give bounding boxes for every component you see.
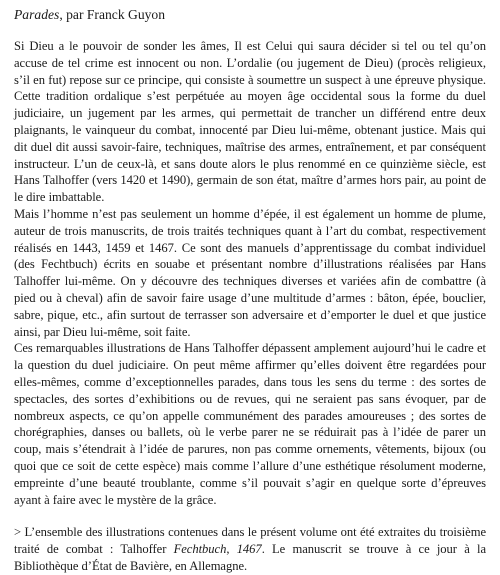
source-note-text-1: > L’ensemble des illustrations contenues dans le présent volume ont été extraites du troisième traité de combat : Talhoffer — [14, 525, 486, 557]
source-note-year: 1467 — [236, 542, 262, 557]
paragraph-illustrations: Ces remarquables illustrations de Hans Talhoffer dépassent amplement aujourd’hui le cadre et la question du duel judiciaire. On peut même affirmer qu’elles doivent être regardées pour elles-mêmes, comme d’exceptionnelles parades, dans tous les sens du terme : des sortes de spectacles, des sortes d’exhibitions ou de revues, qui ne seraient pas sans évoquer, par de nombreux aspects, ce qu’on appelle communément des parades amoureuses ; des sortes de chorégraphies, danses ou ballets, où le verbe parer ne se réduirait pas à l’idée de parer un coup, mais s’étendrait à l’idée de parures, non pas comme ornements, vêtements, bijoux (ou quoi que ce soit de cette espèce) mais comme l’allure d’une esthétique résolument moderne, empreinte d’une beauté troublante, comme s’il pouvait s’agir en quelque sorte d’épreuves ayant à faire avec le mystère de la grâce. — [14, 341, 486, 507]
paragraph-ordalie: Si Dieu a le pouvoir de sonder les âmes, Il est Celui qui saura décider si tel ou tel qu’on accuse de tel crime est innocent ou non. L’ordalie (ou jugement de Dieu) (procès religieux, s’il en fut) repose sur ce principe, qui consiste à soumettre un suspect à une épreuve physique. Cette tradition ordalique s’est perpétuée au moyen âge occidental sous la forme du duel judiciaire, un jugement par les armes, qui permettait de trancher un différend entre deux plaignants, le vainqueur du combat, innocenté par Dieu lui-même, obtenant justice. Mais qui dit duel dit aussi savoir-faire, techniques, maîtrise des armes, entraînement, et par conséquent instructeur. L’un de ceux-là, et sans doute alors le plus renommé en ce quinzième siècle, est Hans Talhoffer (vers 1420 et 1490), germain de son état, maître d’armes hors pair, au point de le dire imbattable. — [14, 39, 486, 205]
document-byline: , par Franck Guyon — [59, 7, 166, 22]
document-header — [14, 6, 486, 24]
source-note-text-3: . Le manuscrit se trouve à ce jour à la Bibliothèque d’État de Bavière, en Allemagne. — [14, 542, 486, 573]
source-note-text-2: , — [226, 542, 237, 557]
source-note-work-title: Fechtbuch — [173, 542, 227, 557]
document-title: Parades — [14, 7, 60, 22]
source-note — [14, 524, 486, 574]
document-page — [14, 6, 486, 575]
section-spacer — [14, 508, 486, 524]
paragraph-manuscrits: Mais l’homme n’est pas seulement un homme d’épée, il est également un homme de plume, auteur de trois manuscrits, de trois traités techniques quant à l’art du combat, respectivement réalisés en 1443, 1459 et 1467. Ce sont des manuels d’apprentissage du combat individuel (des Fechtbuch) écrits en souabe et présentant nombre d’illustrations réalisées par Hans Talhoffer lui-même. On y découvre des techniques diverses et variées afin de combattre (à pied ou à cheval) afin de savoir faire usage d’une multitude d’armes : bâton, épée, bouclier, sabre, pique, etc., afin surtout de terrasser son adversaire et d’emporter le duel et que justice ainsi, par Dieu lui-même, soit faite. — [14, 206, 486, 339]
